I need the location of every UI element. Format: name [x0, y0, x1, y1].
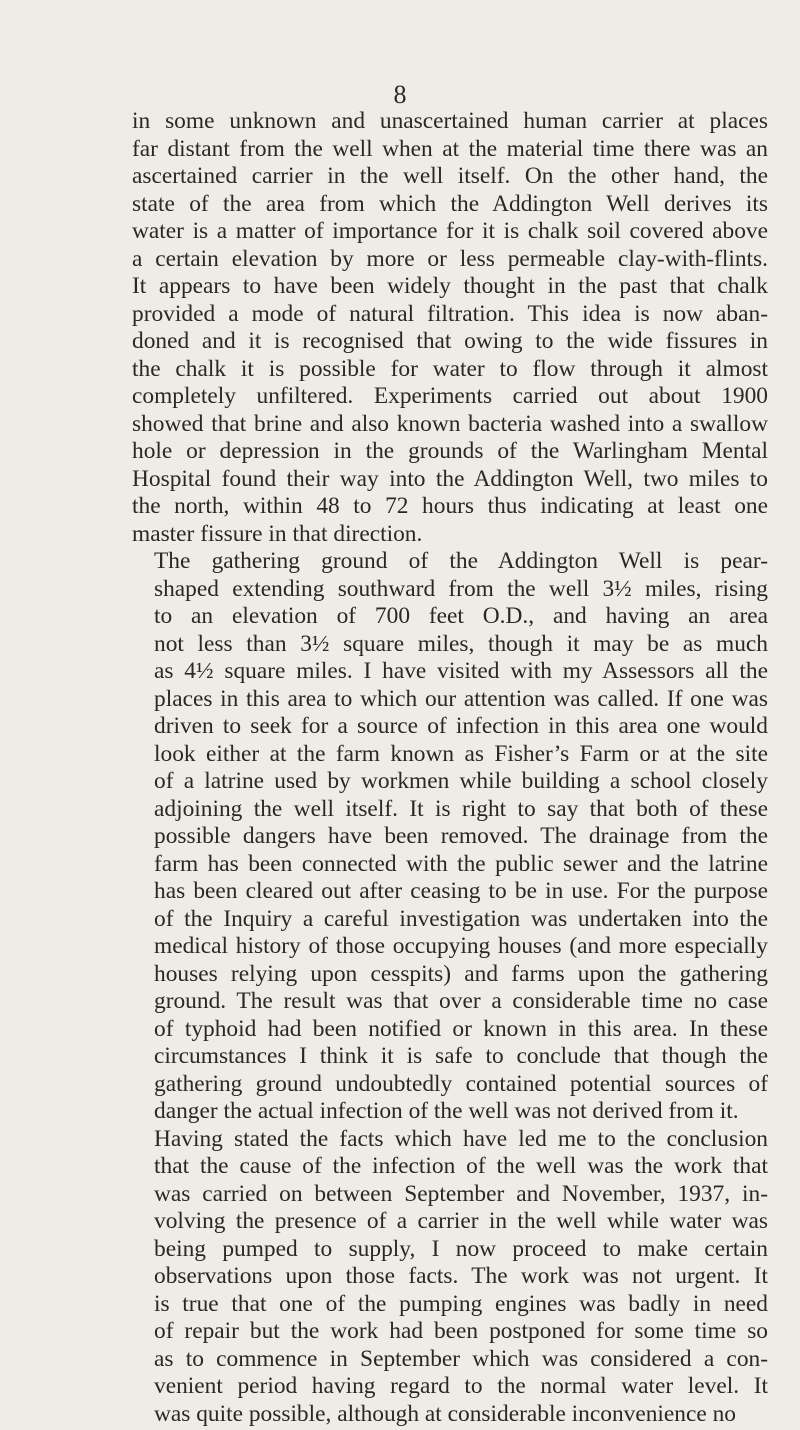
text-line: gathering ground undoubtedly contained potential sources of: [154, 1070, 768, 1097]
text-line: as 4½ square miles. I have visited with my Assessors all the: [154, 658, 768, 684]
text-line: far distant from the well when at the material time there was an: [132, 135, 768, 162]
paragraph: [132, 548, 768, 1126]
text-line: shaped extending southward from the well 3½ miles, rising: [154, 575, 768, 602]
text-line: look either at the farm known as Fisher’s Farm or at the site: [154, 740, 768, 767]
text-line: state of the area from which the Addington Well derives its: [132, 190, 768, 217]
body-text: [132, 108, 768, 1428]
text-line: water is a matter of importance for it is chalk soil covered above: [132, 218, 768, 244]
text-line: doned and it is recognised that owing to the wide fissures in: [132, 328, 768, 354]
text-line: adjoining the well itself. It is right to say that both of these: [154, 795, 768, 822]
text-line: circumstances I think it is safe to conclude that though the: [154, 1043, 768, 1069]
text-line: volving the presence of a carrier in the well while water was: [154, 1208, 768, 1234]
text-line: venient period having regard to the normal water level. It: [154, 1373, 768, 1399]
text-line: danger the actual infection of the well was not derived from it.: [154, 1098, 739, 1124]
text-line: driven to seek for a source of infection in this area one would: [154, 713, 768, 739]
text-line: in some unknown and unascertained human carrier at places: [132, 108, 768, 134]
text-line: The gathering ground of the Addington Well is pear-: [154, 548, 768, 574]
text-line: Having stated the facts which have led me to the conclusion: [154, 1125, 768, 1152]
text-line: was quite possible, although at considerable inconvenience no: [154, 1400, 737, 1427]
text-line: of repair but the work had been postponed for some time so: [154, 1318, 768, 1344]
text-line: ground. The result was that over a considerable time no case: [154, 988, 768, 1014]
text-line: not less than 3½ square miles, though it may be as much: [154, 630, 768, 657]
text-line: that the cause of the infection of the well was the work that: [154, 1153, 768, 1179]
text-line: provided a mode of natural filtration. This idea is now aban-: [132, 300, 768, 327]
text-line: observations upon those facts. The work was not urgent. It: [154, 1263, 768, 1289]
text-line: was carried on between September and November, 1937, in-: [154, 1180, 768, 1207]
text-line: Hospital found their way into the Addington Well, two miles to: [132, 465, 768, 492]
text-line: master fissure in that direction.: [132, 520, 423, 547]
text-line: of typhoid had been notified or known in this area. In these: [154, 1015, 768, 1042]
text-line: It appears to have been widely thought in the past that chalk: [132, 273, 768, 299]
text-line: ascertained carrier in the well itself. On the other hand, the: [132, 163, 768, 189]
text-line: the chalk it is possible for water to flow through it almost: [132, 355, 768, 382]
text-line: to an elevation of 700 feet O.D., and having an area: [154, 603, 768, 629]
text-line: of the Inquiry a careful investigation was undertaken into the: [154, 905, 768, 932]
text-line: showed that brine and also known bacteria washed into a swallow: [132, 410, 768, 437]
page-number: 8: [393, 80, 407, 109]
text-line: possible dangers have been removed. The drainage from the: [154, 823, 768, 849]
text-line: being pumped to supply, I now proceed to make certain: [154, 1235, 768, 1262]
paragraph: [132, 108, 768, 548]
text-line: as to commence in September which was considered a con-: [154, 1345, 768, 1372]
text-line: places in this area to which our attention was called. If one was: [154, 685, 768, 712]
text-line: of a latrine used by workmen while building a school closely: [154, 768, 768, 794]
text-line: hole or depression in the grounds of the Warlingham Mental: [132, 438, 768, 464]
text-line: has been cleared out after ceasing to be in use. For the purpose: [154, 878, 768, 904]
text-line: completely unfiltered. Experiments carried out about 1900: [132, 383, 768, 409]
text-line: the north, within 48 to 72 hours thus indicating at least one: [132, 493, 768, 519]
text-line: farm has been connected with the public sewer and the latrine: [154, 850, 768, 877]
text-line: a certain elevation by more or less permeable clay-with-flints.: [132, 245, 768, 272]
text-line: is true that one of the pumping engines was badly in need: [154, 1290, 768, 1317]
paragraph: [132, 1126, 768, 1429]
text-line: houses relying upon cesspits) and farms upon the gathering: [154, 960, 768, 987]
text-line: medical history of those occupying houses (and more especially: [154, 933, 768, 959]
